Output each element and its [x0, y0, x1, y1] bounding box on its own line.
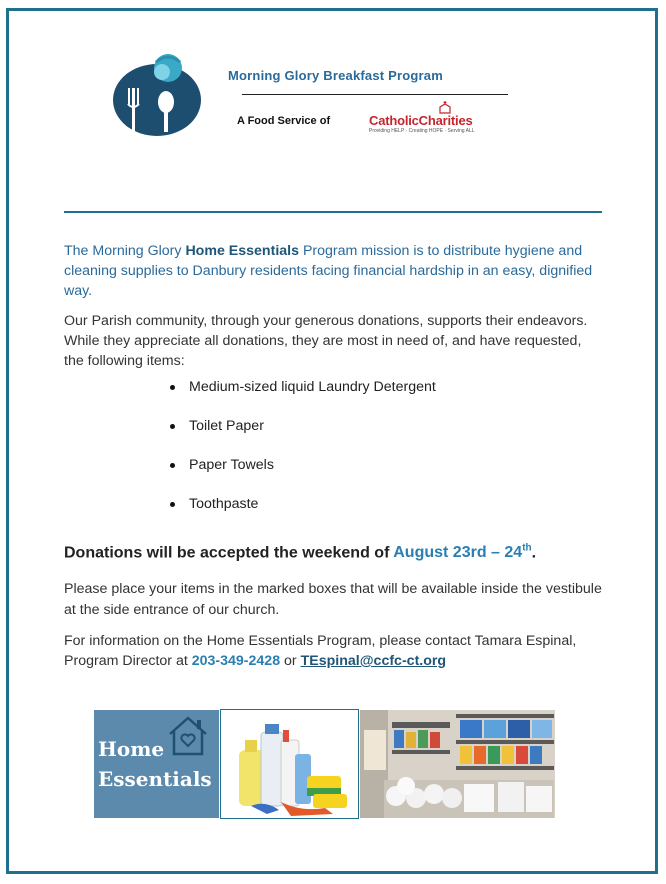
donations-heading: [64, 543, 536, 562]
donations-text: Donations will be accepted the weekend of: [64, 544, 394, 562]
phone-number[interactable]: 203-349-2428: [191, 653, 281, 669]
placement-paragraph: Please place your items in the marked boxes that will be available inside the vestibule at the side entrance of our church.: [64, 581, 602, 618]
contact-paragraph: [64, 631, 604, 671]
cleaning-supplies-illustration: [221, 710, 359, 819]
contact-or: or: [280, 653, 301, 669]
logo-divider: [242, 94, 508, 95]
essentials-line: Essentials: [98, 767, 212, 791]
cleaning-supplies-photo: [220, 709, 359, 819]
mission-text-start: The Morning Glory: [64, 243, 186, 259]
food-service-label: A Food Service of: [237, 115, 331, 127]
catholic-charities-brand: CatholicCharities: [369, 113, 473, 128]
mission-text-end: Program mission is to distribute hygiene and cleaning supplies to Danbury residents facing financial hardship in an easy, dignified way.: [64, 243, 593, 299]
list-item: Paper Towels: [170, 454, 436, 493]
brand-tagline: Providing HELP · Creating HOPE · Serving ALL: [369, 128, 475, 134]
pantry-shelves-photo: [360, 710, 555, 818]
home-line: Home: [98, 737, 165, 761]
parish-paragraph: Our Parish community, through your generous donations, supports their endeavors. While they appreciate all donations, they are most in need of, and have requested, the following items:: [64, 313, 588, 369]
contact-text: For information on the Home Essentials Program, please contact Tamara Espinal, Program Director at: [64, 633, 577, 669]
home-essentials-logo: [94, 710, 219, 818]
section-divider: [64, 211, 602, 213]
program-title: Morning Glory Breakfast Program: [228, 68, 443, 83]
email-link[interactable]: TEspinal@ccfc-ct.org: [300, 653, 447, 669]
list-item: Medium-sized liquid Laundry Detergent: [170, 376, 436, 415]
mission-paragraph: [64, 241, 604, 301]
church-icon: [438, 100, 452, 114]
date-suffix: th: [522, 543, 532, 554]
list-item: Toilet Paper: [170, 415, 436, 454]
donations-date: August 23rd – 24: [393, 544, 523, 562]
list-item: Toothpaste: [170, 493, 436, 532]
mission-program-name: Home Essentials: [185, 243, 299, 259]
donations-end: .: [531, 544, 537, 562]
house-heart-icon: [164, 714, 212, 758]
needed-items-list: [170, 376, 436, 532]
pantry-shelves-illustration: [360, 710, 555, 818]
